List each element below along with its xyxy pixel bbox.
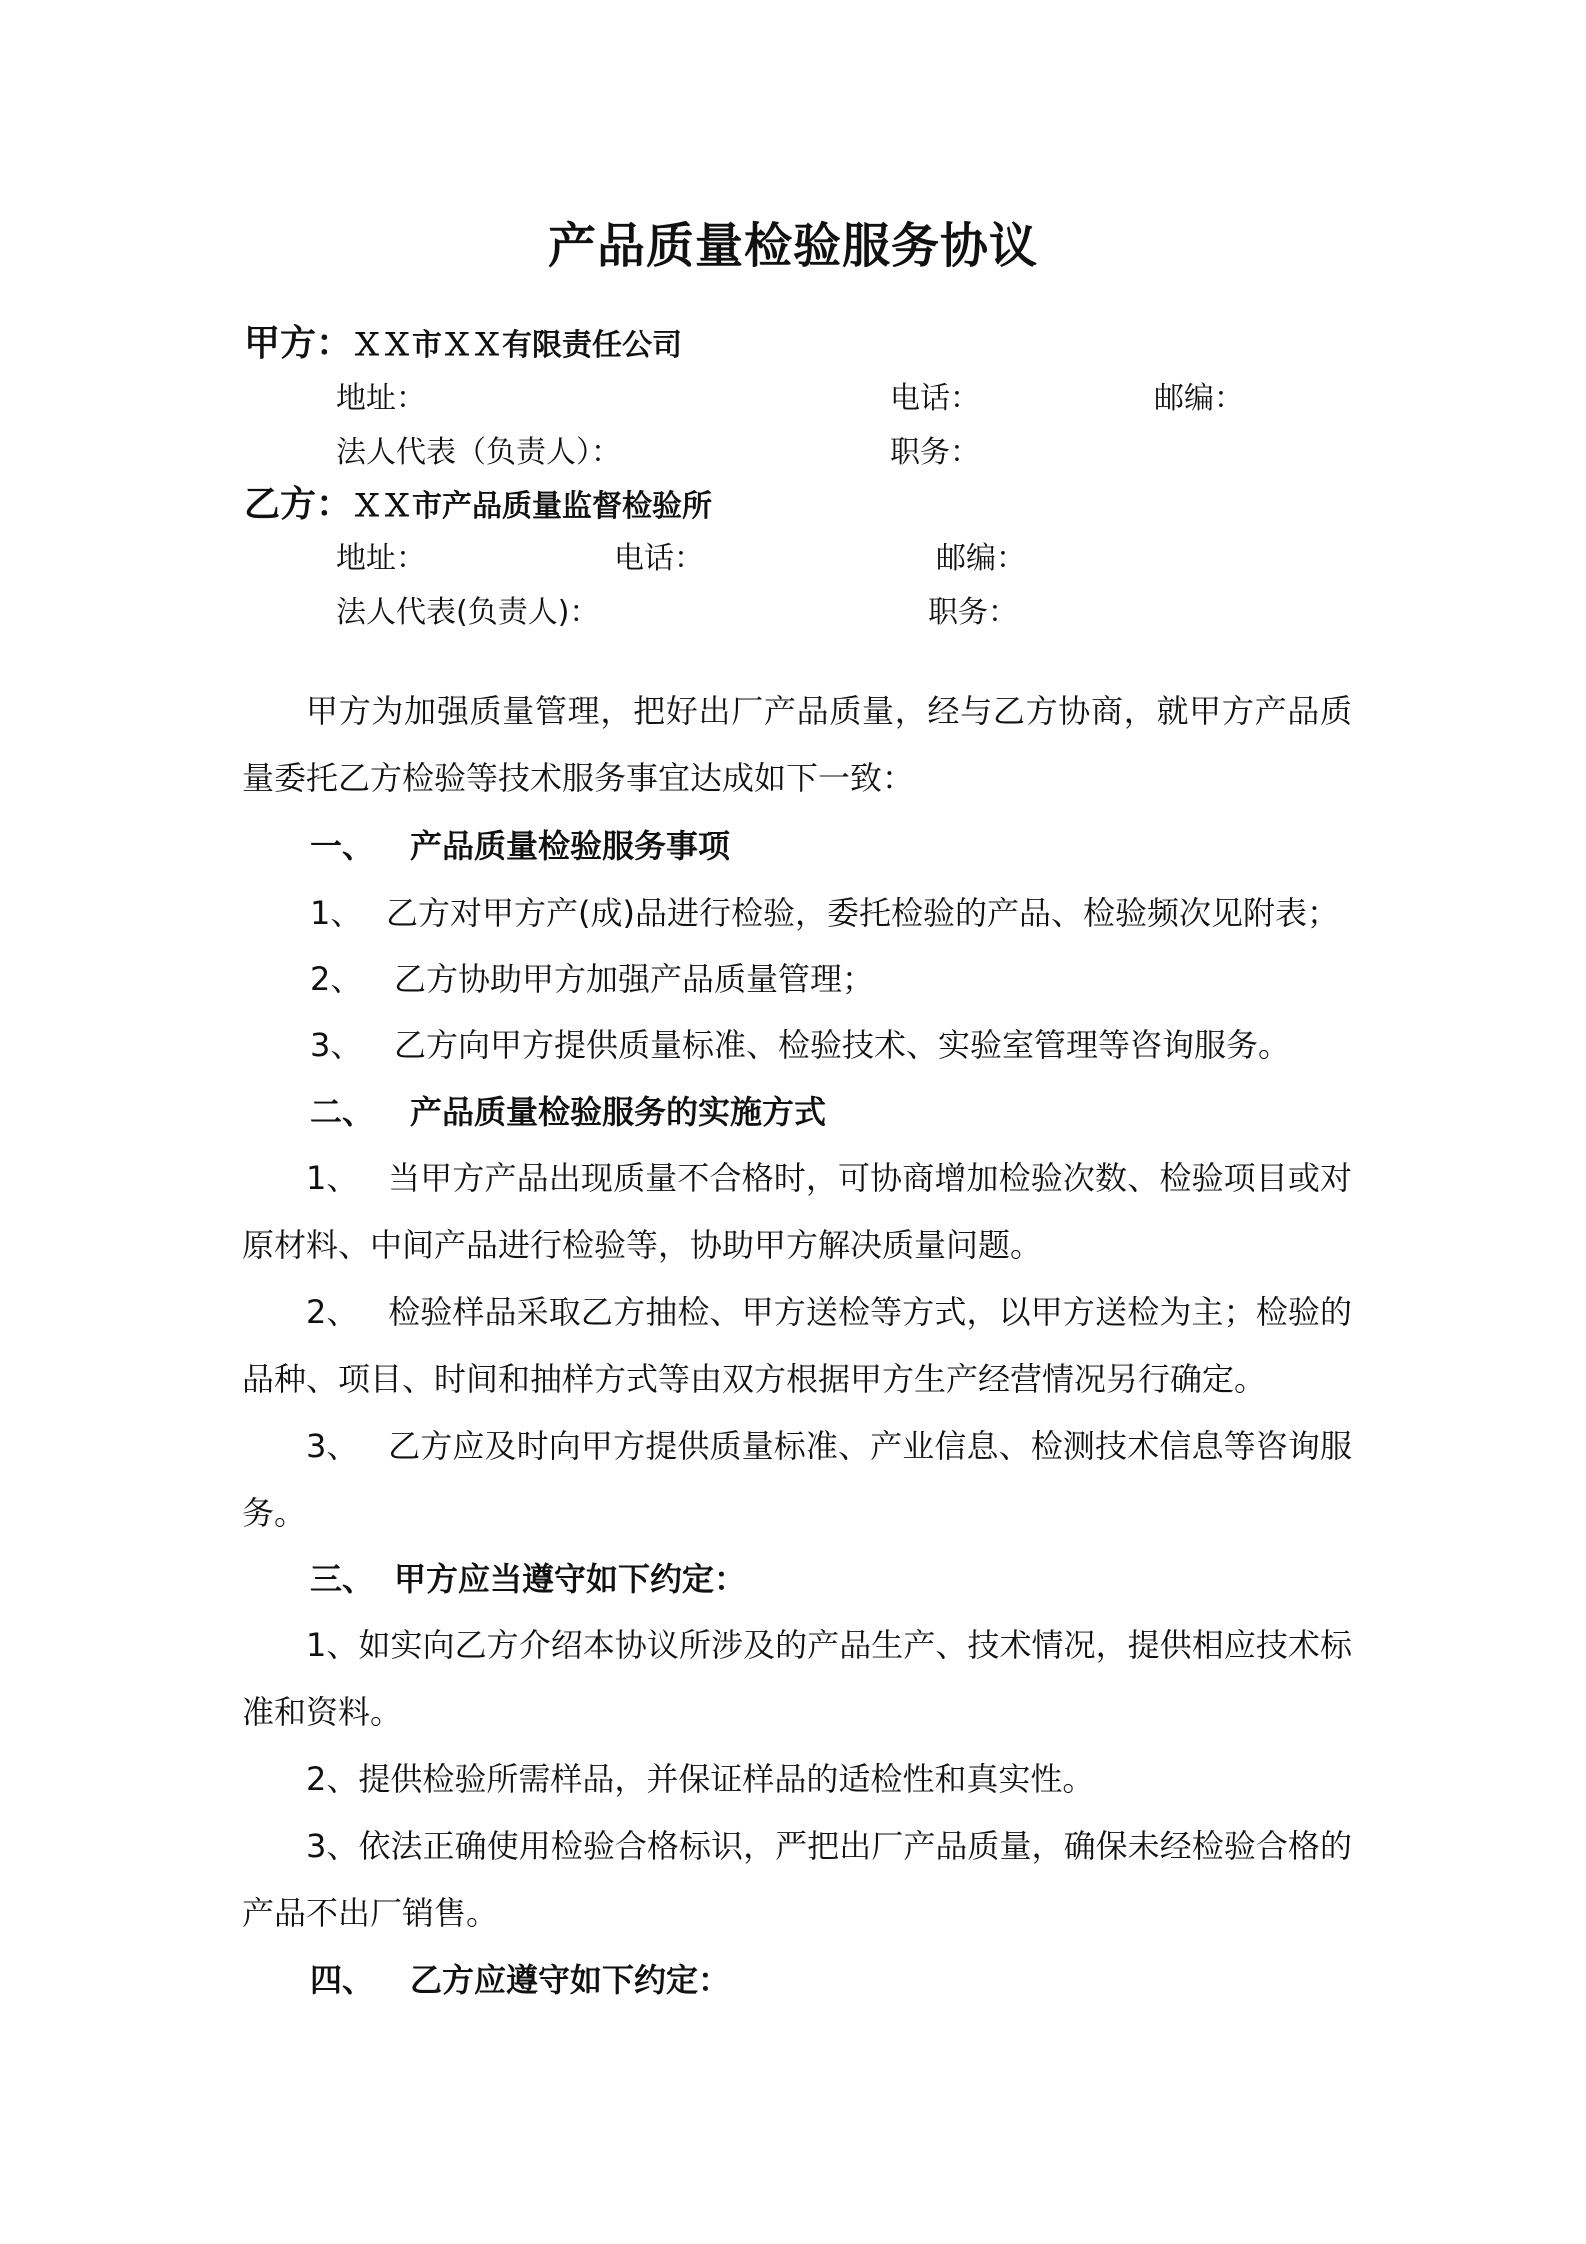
- party-a-postcode-label: 邮编：: [1154, 381, 1244, 416]
- item-number: 2、: [306, 1293, 359, 1331]
- item-text: 检验样品采取乙方抽检、甲方送检等方式，以甲方送检为主；检验的品种、项目、时间和抽样方式等由双方根据甲方生产经营情况另行确定。: [242, 1293, 1352, 1398]
- item-number: 3、: [306, 1427, 359, 1465]
- section-1-heading: [310, 827, 731, 865]
- section-1-item-3: [310, 1026, 1291, 1064]
- item-number: 2、: [310, 960, 363, 998]
- party-a-label: 甲方：: [244, 323, 353, 364]
- party-a-position-label: 职务：: [890, 435, 980, 470]
- section-1-item-1: [310, 894, 1339, 932]
- document-title: 产品质量检验服务协议: [547, 218, 1038, 274]
- section-3-item-3: 3、依法正确使用检验合格标识，严把出厂产品质量，确保未经检验合格的产品不出厂销售。: [242, 1827, 1352, 1932]
- section-1-number: 一、: [310, 827, 375, 865]
- party-a-phone-label: 电话：: [890, 381, 980, 416]
- section-3-heading: [310, 1560, 747, 1598]
- section-2-item-3: [242, 1413, 1352, 1547]
- item-text: 当甲方产品出现质量不合格时，可协商增加检验次数、检验项目或对原材料、中间产品进行检验等，协助甲方解决质量问题。: [242, 1159, 1352, 1264]
- item-number: 3、: [310, 1026, 363, 1064]
- section-1-title: 产品质量检验服务事项: [410, 827, 731, 865]
- item-number: 1、: [306, 1159, 359, 1197]
- section-3-item-2: 2、提供检验所需样品，并保证样品的适检性和真实性。: [306, 1760, 1095, 1798]
- item-text: 乙方对甲方产(成)品进行检验，委托检验的产品、检验频次见附表；: [386, 894, 1339, 932]
- section-3-item-1: 1、如实向乙方介绍本协议所涉及的产品生产、技术情况，提供相应技术标准和资料。: [242, 1626, 1352, 1731]
- item-number: 1、: [310, 894, 363, 932]
- intro-paragraph: 甲方为加强质量管理，把好出厂产品质量，经与乙方协商，就甲方产品质量委托乙方检验等技术服务事宜达成如下一致：: [242, 692, 1352, 797]
- party-b-label: 乙方：: [244, 484, 353, 525]
- party-b-postcode-label: 邮编：: [936, 541, 1026, 576]
- section-2-heading: [310, 1093, 827, 1131]
- item-text: 乙方协助甲方加强产品质量管理；: [394, 960, 875, 998]
- party-b-position-label: 职务：: [928, 595, 1018, 630]
- item-text: 乙方向甲方提供质量标准、检验技术、实验室管理等咨询服务。: [394, 1026, 1291, 1064]
- section-2-title: 产品质量检验服务的实施方式: [410, 1093, 827, 1131]
- section-2-item-2: [242, 1279, 1352, 1413]
- section-3-title: 甲方应当遵守如下约定：: [394, 1560, 747, 1598]
- party-a-name: ＸＸ市ＸＸ有限责任公司: [352, 328, 682, 363]
- section-3-number: 三、: [310, 1560, 375, 1598]
- section-4-title: 乙方应遵守如下约定：: [410, 1961, 731, 1999]
- item-text: 乙方应及时向甲方提供质量标准、产业信息、检测技术信息等咨询服务。: [242, 1427, 1352, 1532]
- section-2-item-1: [242, 1145, 1352, 1279]
- party-a-legal-rep-label: 法人代表（负责人）：: [336, 435, 621, 470]
- party-b-name: ＸＸ市产品质量监督检验所: [352, 489, 712, 524]
- section-2-number: 二、: [310, 1093, 375, 1131]
- party-b-phone-label: 电话：: [614, 541, 704, 576]
- party-b-address-label: 地址：: [336, 541, 426, 576]
- party-b-legal-rep-label: 法人代表(负责人)：: [336, 595, 600, 630]
- section-1-item-2: [310, 960, 875, 998]
- party-a-address-label: 地址：: [336, 381, 426, 416]
- section-4-number: 四、: [310, 1961, 375, 1999]
- section-4-heading: [310, 1961, 731, 1999]
